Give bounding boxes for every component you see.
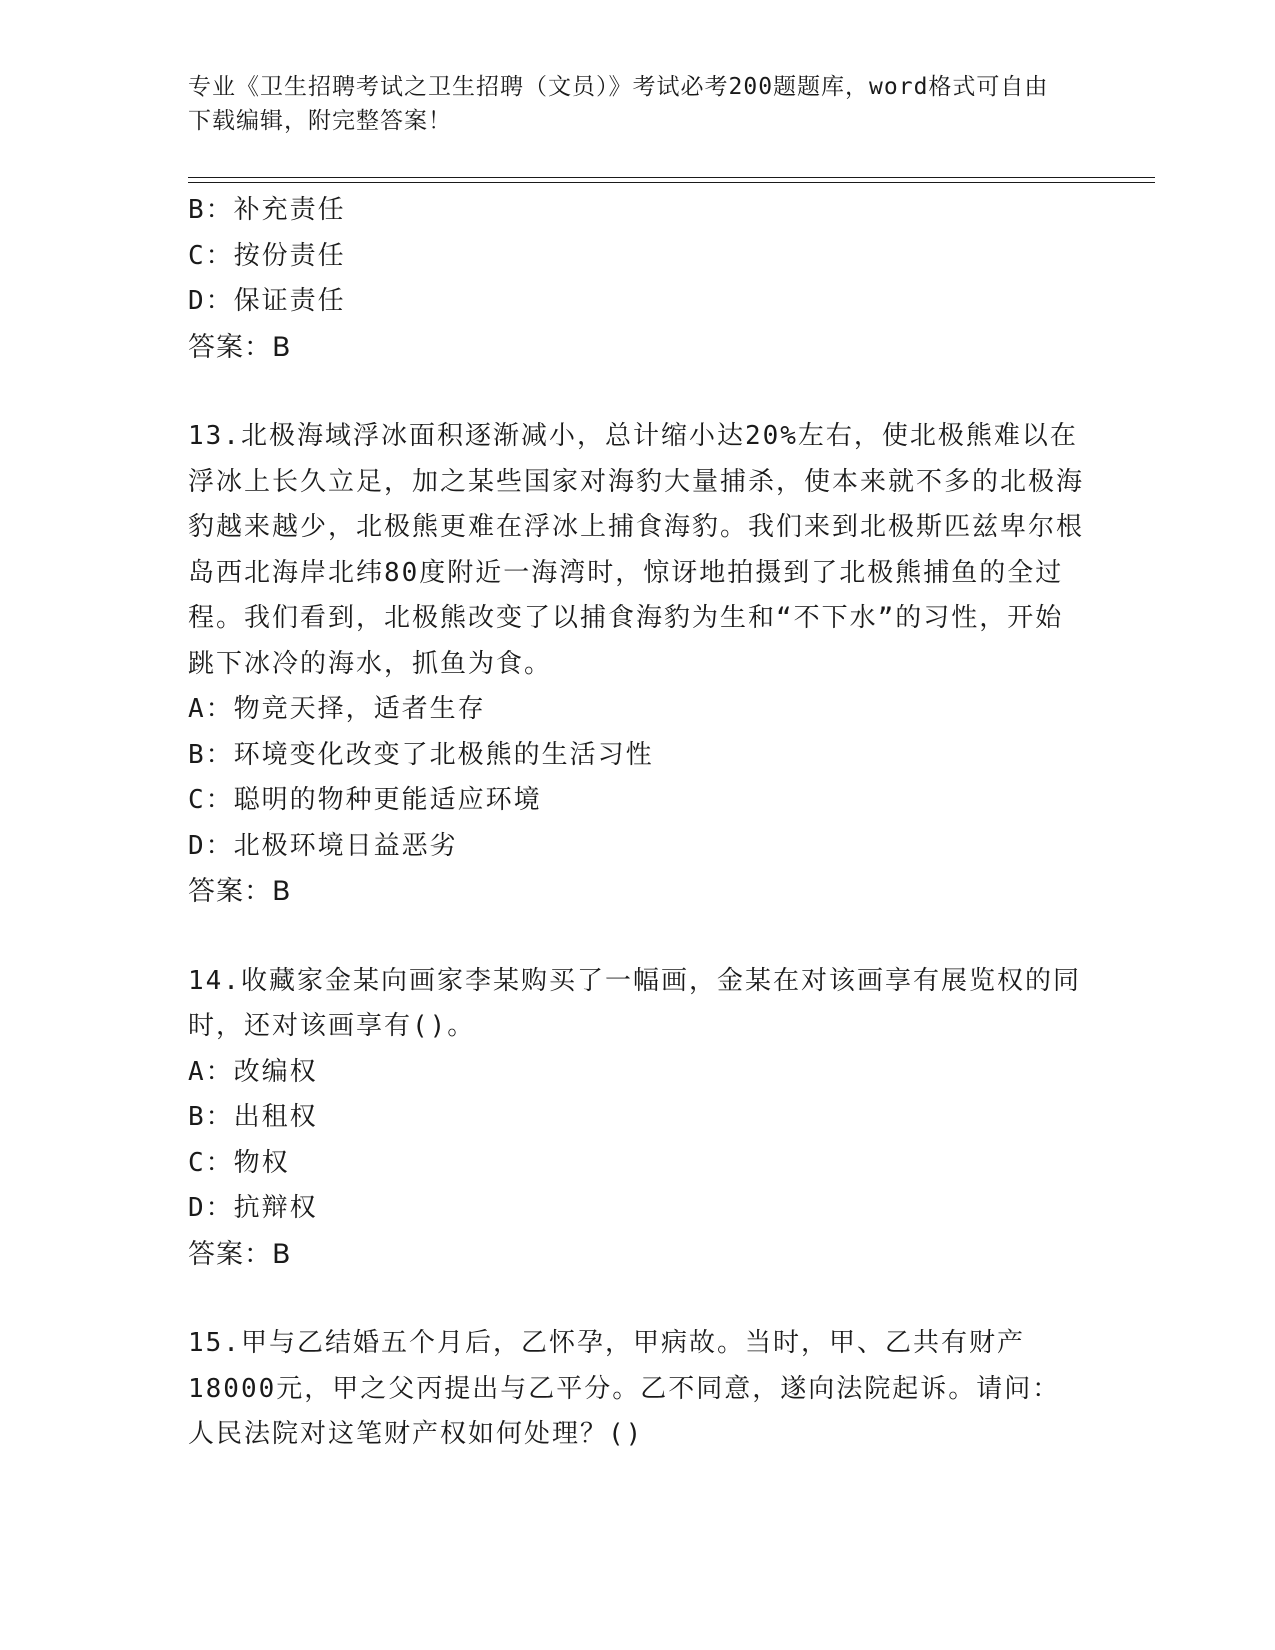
question-14	[188, 959, 1088, 1278]
option-c: C：聪明的物种更能适应环境	[188, 785, 542, 815]
option-b: B：出租权	[188, 1102, 318, 1132]
option-d: D：抗辩权	[188, 1193, 318, 1223]
option-d: D：北极环境日益恶劣	[188, 830, 458, 861]
question-stem: 13.北极海域浮冰面积逐渐减小，总计缩小达20%左右，使北极熊难以在浮冰上长久立足，加之某些国家对海豹大量捕杀，使本来就不多的北极海豹越来越少，北极熊更难在浮冰上捕食海豹。我们来到北极斯匹兹卑尔根岛西北海岸北纬80度附近一海湾时，惊讶地拍摄到了北极熊捕鱼的全过程。我们看到，北极熊改变了以捕食海豹为生和“不下水”的习性，开始跳下冰冷的海水，抓鱼为食。	[188, 421, 1085, 679]
question-stem: 14.收藏家金某向画家李某购买了一幅画，金某在对该画享有展览权的同时，还对该画享有()。	[188, 965, 1081, 1041]
option-a: A：改编权	[188, 1056, 318, 1087]
option-b: B：环境变化改变了北极熊的生活习性	[188, 739, 654, 770]
answer-line: 答案：B	[188, 876, 292, 907]
option-a: A：物竞天择，适者生存	[188, 694, 486, 724]
answer-line: 答案：B	[188, 1238, 292, 1270]
prev-question-tail	[188, 188, 1088, 370]
option-b: B：补充责任	[188, 195, 346, 225]
question-stem: 15.甲与乙结婚五个月后，乙怀孕，甲病故。当时，甲、乙共有财产18000元，甲之父丙提出与乙平分。乙不同意，遂向法院起诉。请问：人民法院对这笔财产权如何处理？()	[188, 1328, 1061, 1449]
option-c: C：物权	[188, 1147, 290, 1178]
header-divider-bottom	[188, 182, 1155, 183]
option-d: D：保证责任	[188, 286, 346, 316]
document-body	[188, 188, 1088, 1458]
answer-line: 答案：B	[188, 331, 292, 363]
option-c: C：按份责任	[188, 240, 346, 271]
question-13	[188, 414, 1088, 915]
question-15	[188, 1321, 1088, 1458]
page-header: 专业《卫生招聘考试之卫生招聘（文员）》考试必考200题题库，word格式可自由下载编辑，附完整答案！	[188, 74, 1049, 134]
header-divider-top	[188, 177, 1155, 178]
